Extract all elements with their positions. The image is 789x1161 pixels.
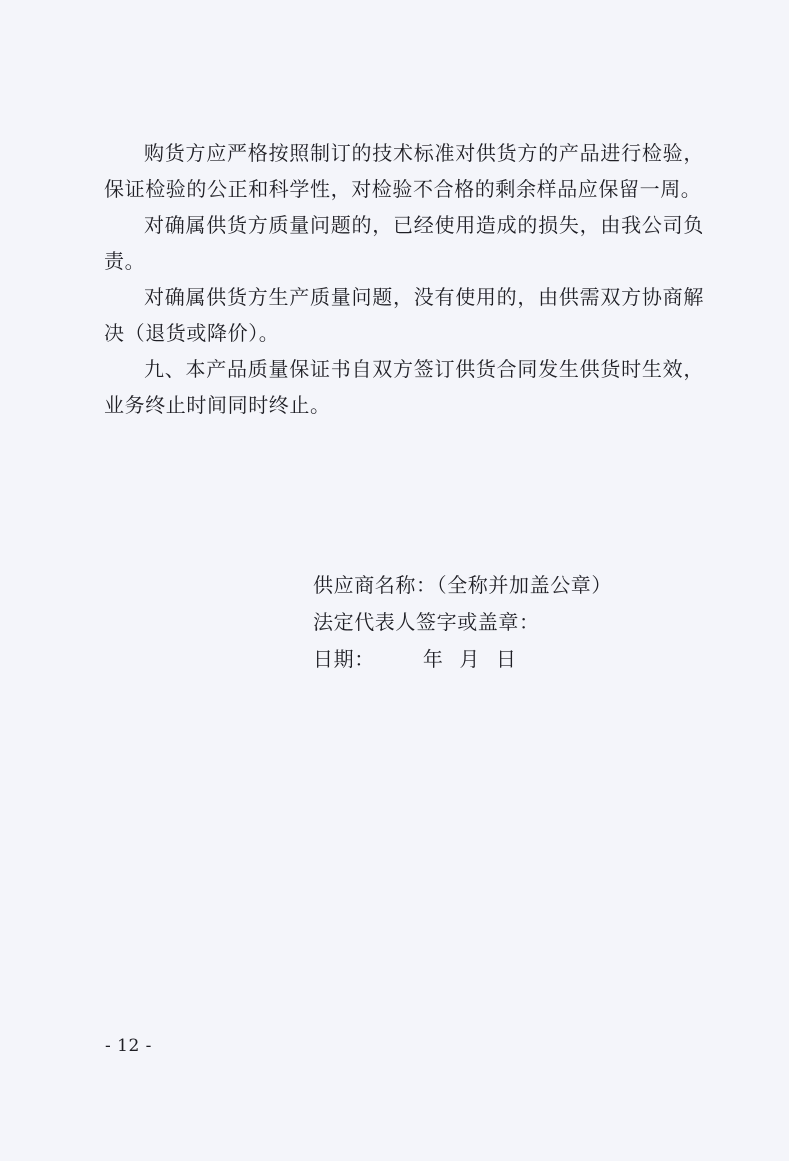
date-line — [313, 641, 612, 678]
day-label: 日 — [496, 647, 517, 671]
month-label: 月 — [459, 647, 481, 671]
paragraph-inspection: 购货方应严格按照制订的技术标准对供货方的产品进行检验，保证检验的公正和科学性，对检验不合格的剩余样品应保留一周。 — [104, 141, 704, 201]
paragraph-loss-liability: 对确属供货方质量问题的，已经使用造成的损失，由我公司负责。 — [104, 213, 704, 273]
legal-representative-line: 法定代表人签字或盖章： — [313, 610, 540, 634]
signature-block — [313, 567, 612, 678]
body-text — [104, 135, 704, 423]
paragraph-unused-resolution: 对确属供货方生产质量问题，没有使用的，由供需双方协商解决（退货或降价）。 — [104, 285, 704, 345]
paragraph-effective-term: 九、本产品质量保证书自双方签订供货合同发生供货时生效，业务终止时间同时终止。 — [104, 357, 704, 417]
year-label: 年 — [422, 647, 444, 671]
date-label: 日期： — [313, 647, 375, 671]
page-number: - 12 - — [105, 1036, 152, 1056]
supplier-name-line: 供应商名称：（全称并加盖公章） — [313, 573, 612, 597]
